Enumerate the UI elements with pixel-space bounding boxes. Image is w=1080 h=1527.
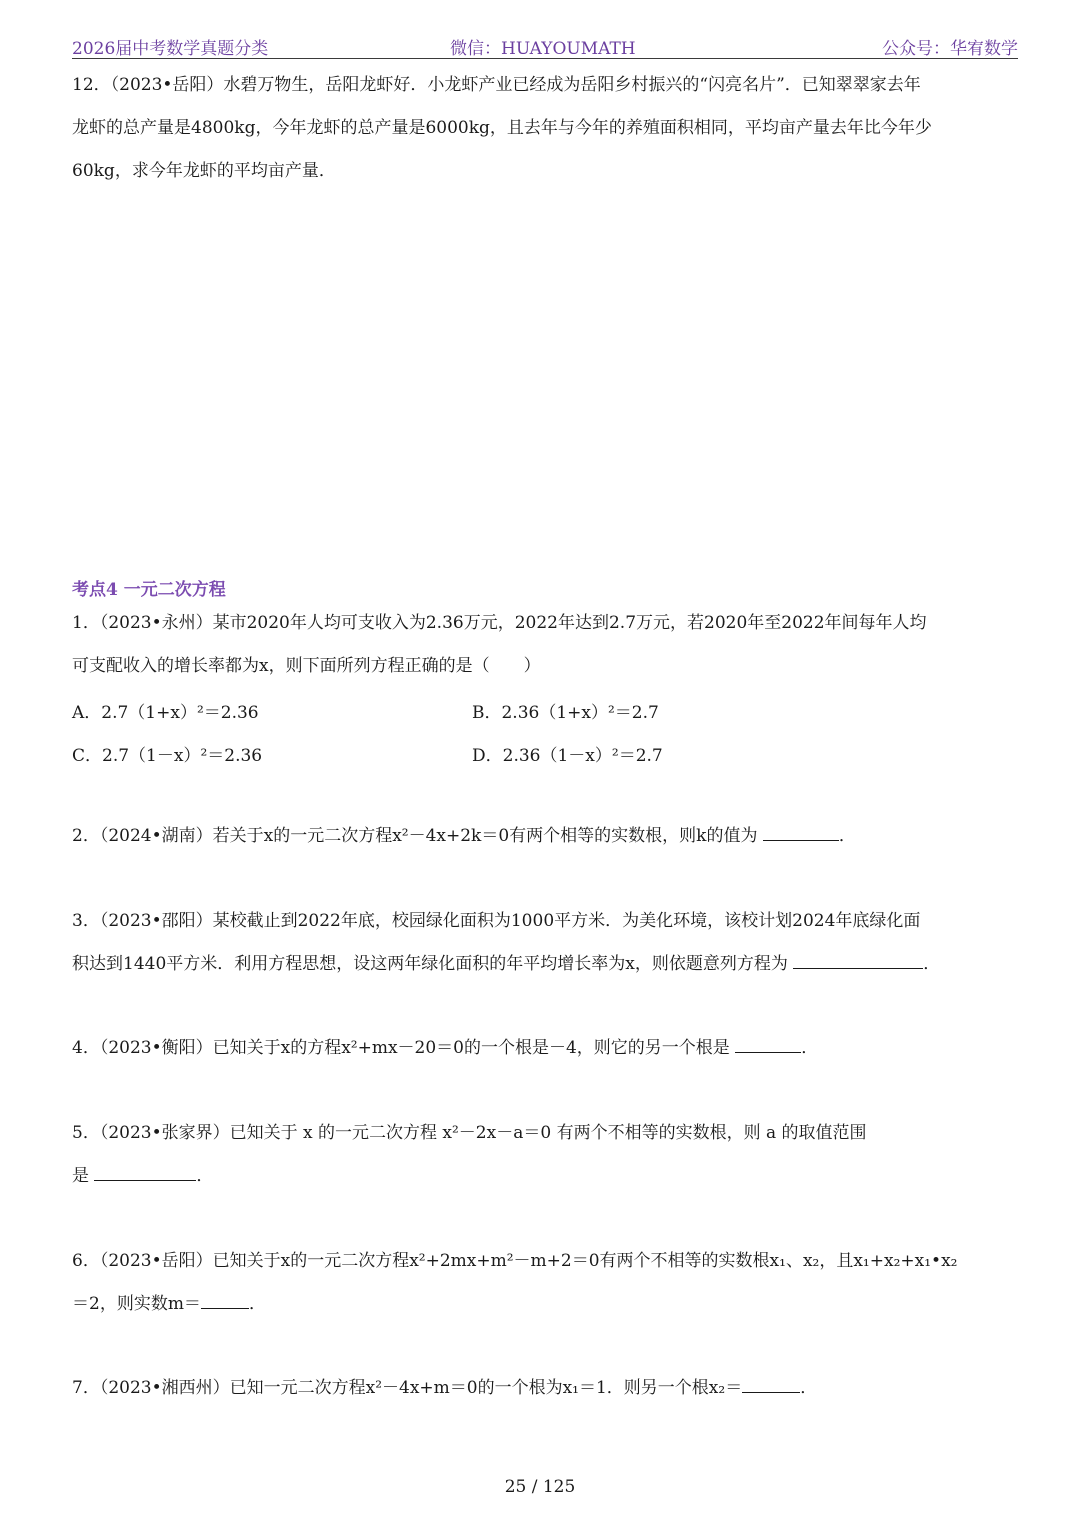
question-4: [72, 1027, 1008, 1070]
question-1-line-1: 1．（2023•永州）某市2020年人均可支收入为2.36万元，2022年达到2.7万元，若2020年至2022年间每年人均: [72, 613, 927, 633]
question-7-text: 7．（2023•湘西州）已知一元二次方程x²－4x+m＝0的一个根为x₁＝1．则另一个根x₂＝: [72, 1378, 743, 1398]
option-c: C．2.7（1－x）²＝2.36: [72, 746, 263, 766]
option-d: D．2.36（1－x）²＝2.7: [472, 746, 663, 766]
question-4-text: 4．（2023•衡阳）已知关于x的方程x²+mx－20＝0的一个根是－4，则它的另一个根是: [72, 1038, 730, 1058]
question-3-line-1: 3．（2023•邵阳）某校截止到2022年底，校园绿化面积为1000平方米．为美化环境，该校计划2024年底绿化面: [72, 911, 921, 931]
question-5-line-2: 是: [72, 1166, 89, 1186]
question-6: [72, 1240, 1008, 1326]
question-4-end: ．: [801, 1038, 819, 1058]
question-12-line-3: 60kg，求今年龙虾的平均亩产量．: [72, 161, 336, 181]
question-6-end: ．: [248, 1294, 266, 1314]
question-5-end: ．: [196, 1166, 214, 1186]
option-a: A．2.7（1+x）²＝2.36: [72, 703, 259, 723]
question-6-line-2: ＝2，则实数m＝: [72, 1294, 201, 1314]
question-3: [72, 900, 1008, 986]
question-7-end: ．: [800, 1378, 818, 1398]
answer-blank-7[interactable]: [742, 1374, 800, 1393]
question-1-line-2: 可支配收入的增长率都为x，则下面所列方程正确的是（ ）: [72, 656, 541, 676]
header-account: 公众号：华宥数学: [882, 39, 1018, 59]
question-2-text: 2．（2024•湖南）若关于x的一元二次方程x²－4x+2k＝0有两个相等的实数根，则k的值为: [72, 826, 758, 846]
question-2: [72, 815, 1008, 858]
question-5: [72, 1112, 1008, 1198]
question-2-end: ．: [838, 826, 856, 846]
answer-blank-6[interactable]: [201, 1290, 249, 1309]
answer-blank-2[interactable]: [763, 822, 839, 841]
question-5-line-1: 5．（2023•张家界）已知关于 x 的一元二次方程 x²－2x－a＝0 有两个不相等的实数根，则 a 的取值范围: [72, 1123, 867, 1143]
header-wechat: 微信：HUAYOUMATH: [450, 39, 636, 59]
answer-blank-3[interactable]: [793, 950, 923, 969]
answer-blank-5[interactable]: [94, 1162, 196, 1181]
question-12-line-1: 12．（2023•岳阳）水碧万物生，岳阳龙虾好．小龙虾产业已经成为岳阳乡村振兴的“闪亮名片”．已知翠翠家去年: [72, 75, 921, 95]
question-7: [72, 1367, 1008, 1410]
question-6-line-1: 6．（2023•岳阳）已知关于x的一元二次方程x²+2mx+m²－m+2＝0有两个不相等的实数根x₁、x₂，且x₁+x₂+x₁•x₂: [72, 1251, 958, 1271]
page-number: 25 / 125: [504, 1477, 576, 1497]
header-title: 2026届中考数学真题分类: [72, 39, 269, 59]
section-title: 考点4 一元二次方程: [72, 580, 226, 600]
question-3-end: ．: [923, 954, 941, 974]
question-12-line-2: 龙虾的总产量是4800kg，今年龙虾的总产量是6000kg，且去年与今年的养殖面积相同，平均亩产量去年比今年少: [72, 118, 932, 138]
question-3-line-2: 积达到1440平方米．利用方程思想，设这两年绿化面积的年平均增长率为x，则依题意列方程为: [72, 954, 788, 974]
answer-blank-4[interactable]: [735, 1034, 801, 1053]
option-b: B．2.36（1+x）²＝2.7: [472, 703, 659, 723]
question-1: [72, 602, 1008, 688]
page-header: [72, 30, 1018, 59]
question-12: [72, 64, 1008, 193]
